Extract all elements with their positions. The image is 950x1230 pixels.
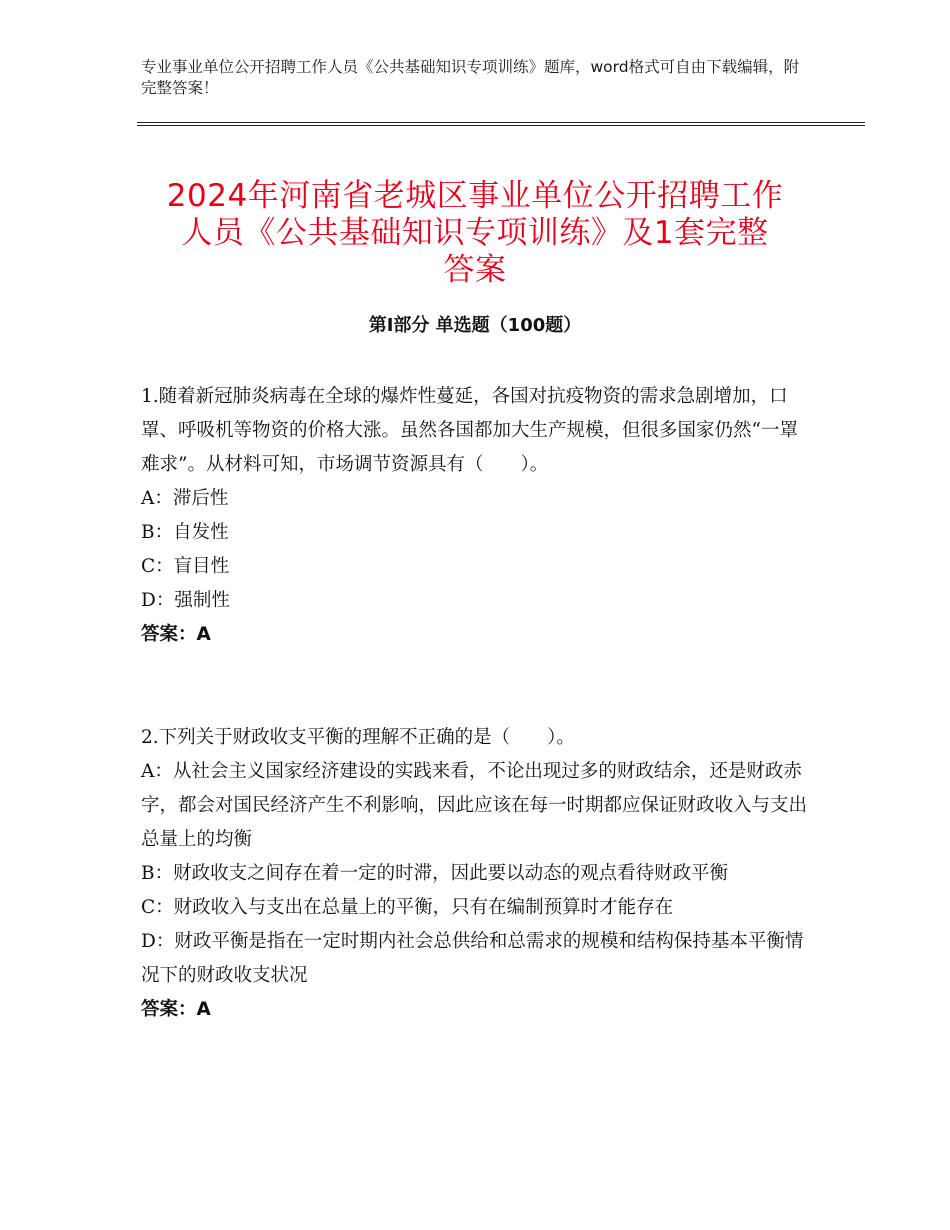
title-line-1: 2024年河南省老城区事业单位公开招聘工作 <box>166 177 784 214</box>
answer: 答案：A <box>141 624 211 645</box>
header-note: 专业事业单位公开招聘工作人员《公共基础知识专项训练》题库，word格式可自由下载编辑，附完整答案！ <box>141 58 800 97</box>
option-a: A：从社会主义国家经济建设的实践来看，不论出现过多的财政结余，还是财政赤字，都会对国民经济产生不利影响，因此应该在每一时期都应保证财政收入与支出总量上的均衡 <box>141 761 808 850</box>
question-2 <box>141 721 811 1027</box>
option-b: B：自发性 <box>141 522 229 543</box>
option-d: D：财政平衡是指在一定时期内社会总供给和总需求的规模和结构保持基本平衡情况下的财政收支状况 <box>141 931 804 986</box>
option-c: C：盲目性 <box>141 556 230 577</box>
option-d: D：强制性 <box>141 590 230 611</box>
option-b: B：财政收支之间存在着一定的时滞，因此要以动态的观点看待财政平衡 <box>141 863 729 884</box>
question-stem: 2.下列关于财政收支平衡的理解不正确的是（ ）。 <box>141 727 575 748</box>
section-heading: 第Ⅰ部分 单选题（100题） <box>368 315 582 336</box>
title-line-2: 人员《公共基础知识专项训练》及1套完整 <box>181 214 769 251</box>
header-rule <box>137 122 865 123</box>
document-title <box>100 178 850 289</box>
title-line-3: 答案 <box>443 251 507 288</box>
header-rule-thick <box>137 125 865 126</box>
option-c: C：财政收入与支出在总量上的平衡，只有在编制预算时才能存在 <box>141 897 674 918</box>
option-a: A：滞后性 <box>141 488 229 509</box>
question-stem: 1.随着新冠肺炎病毒在全球的爆炸性蔓延，各国对抗疫物资的需求急剧增加，口罩、呼吸机等物资的价格大涨。虽然各国都加大生产规模，但很多国家仍然“一罩难求”。从材料可知，市场调节资源具有（ ）。 <box>141 386 798 475</box>
answer: 答案：A <box>141 999 211 1020</box>
question-1 <box>141 380 811 652</box>
